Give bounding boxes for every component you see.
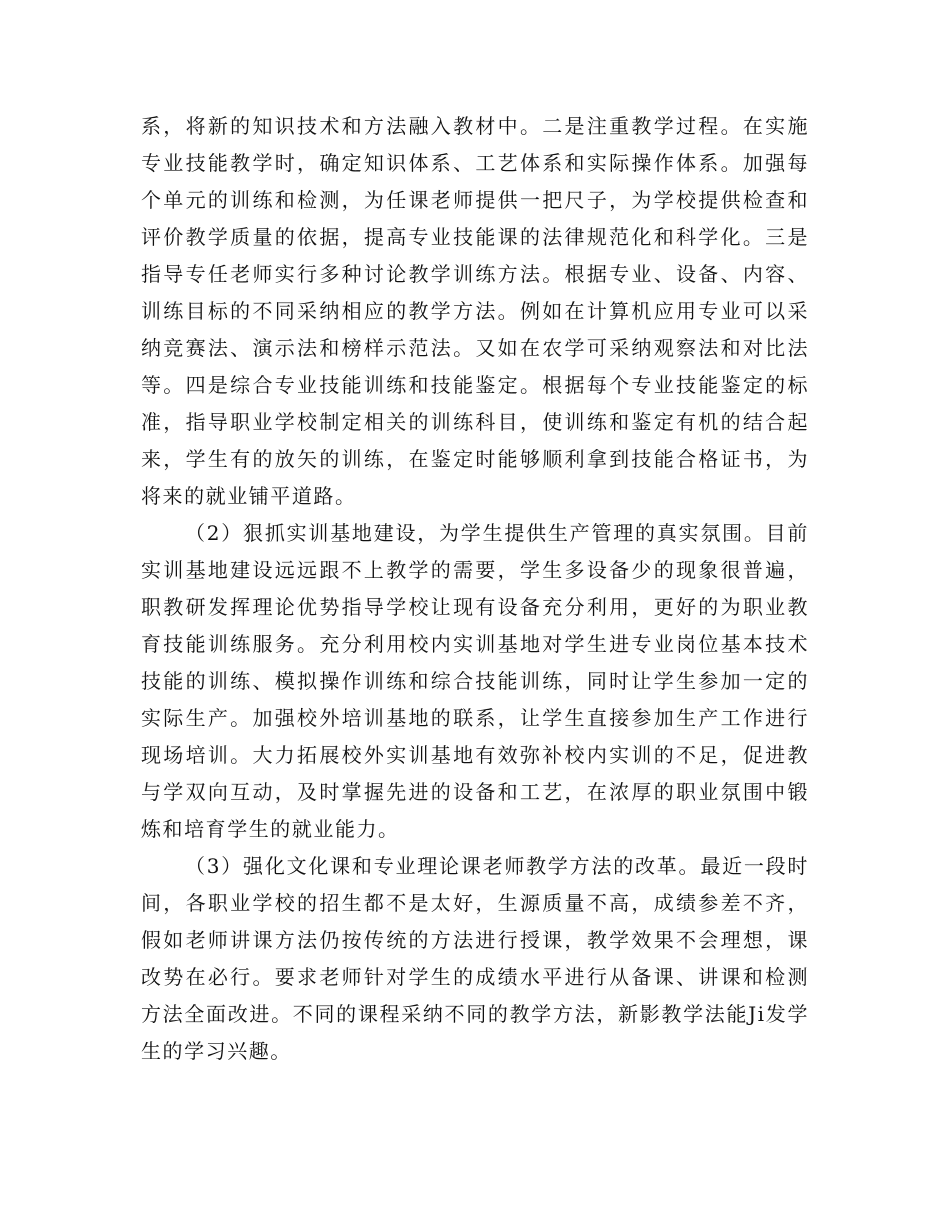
paragraph-training-base: （2）狠抓实训基地建设，为学生提供生产管理的真实氛围。目前实训基地建设远远跟不上教学的需要，学生多设备少的现象很普遍，职教研发挥理论优势指导学校让现有设备充分利用，更好的为职业教育技能训练服务。充分利用校内实训基地对学生进专业岗位基本技术技能的训练、模拟操作训练和综合技能训练，同时让学生参加一定的实际生产。加强校外培训基地的联系，让学生直接参加生产工作进行现场培训。大力拓展校外实训基地有效弥补校内实训的不足，促进教与学双向互动，及时掌握先进的设备和工艺，在浓厚的职业氛围中锻炼和培育学生的就业能力。	[141, 521, 809, 841]
document-body	[141, 108, 809, 1070]
paragraph-teaching-reform: （3）强化文化课和专业理论课老师教学方法的改革。最近一段时间，各职业学校的招生都不是太好，生源质量不高，成绩参差不齐，假如老师讲课方法仍按传统的方法进行授课，教学效果不会理想，课改势在必行。要求老师针对学生的成绩水平进行从备课、讲课和检测方法全面改进。不同的课程采纳不同的教学方法，新影教学法能Ji发学生的学习兴趣。	[141, 854, 809, 1063]
paragraph-continuation: 系，将新的知识技术和方法融入教材中。二是注重教学过程。在实施专业技能教学时，确定知识体系、工艺体系和实际操作体系。加强每个单元的训练和检测，为任课老师提供一把尺子，为学校提供检查和评价教学质量的依据，提高专业技能课的法律规范化和科学化。三是指导专任老师实行多种讨论教学训练方法。根据专业、设备、内容、训练目标的不同采纳相应的教学方法。例如在计算机应用专业可以采纳竞赛法、演示法和榜样示范法。又如在农学可采纳观察法和对比法等。四是综合专业技能训练和技能鉴定。根据每个专业技能鉴定的标准，指导职业学校制定相关的训练科目，使训练和鉴定有机的结合起来，学生有的放矢的训练，在鉴定时能够顺利拿到技能合格证书，为将来的就业铺平道路。	[141, 114, 809, 508]
